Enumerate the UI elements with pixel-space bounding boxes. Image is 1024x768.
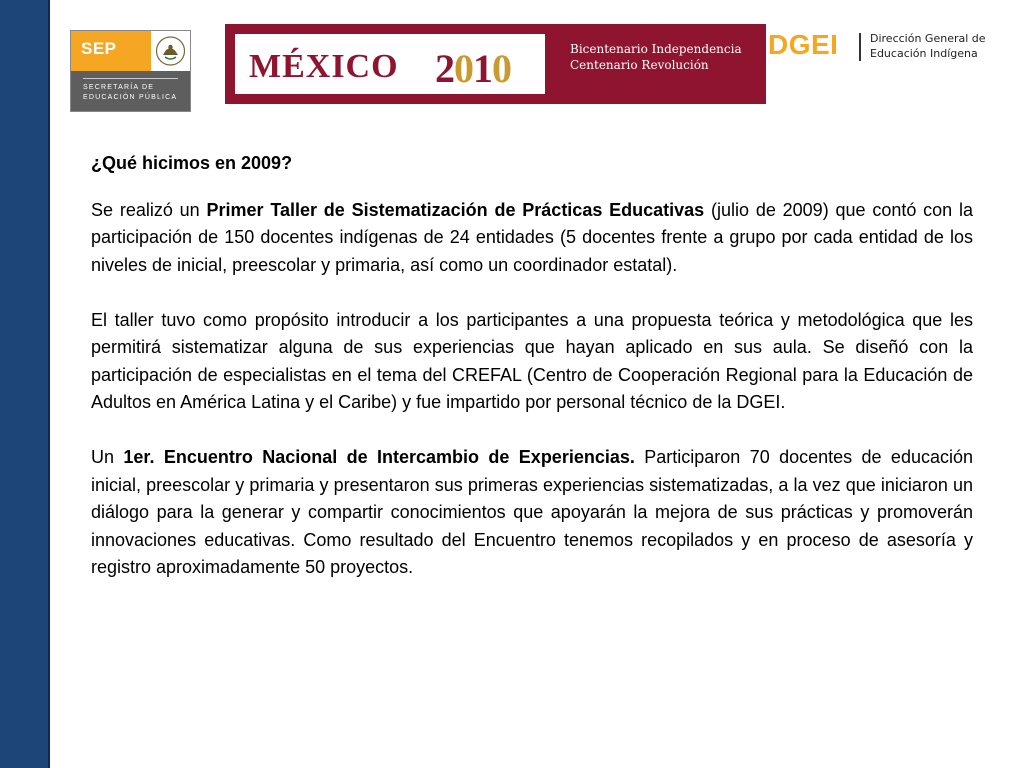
sep-logo [70, 30, 191, 112]
sep-name [83, 83, 188, 103]
banner-year-digit: 2 [435, 46, 454, 91]
dgei-name-line1: Dirección General de [870, 32, 986, 45]
dgei-name [870, 31, 986, 61]
section-heading: ¿Qué hicimos en 2009? [91, 153, 293, 173]
paragraph-proposito: El taller tuvo como propósito introducir a los participantes a una propuesta teórica y metodológica que les permitirá sistematizar alguna de sus experiencias que hayan aplicado en sus aula. Se diseñó con la participación de especialistas en el tema del CREFAL (Centro de Cooperación Regional para la Educación de Adultos en América Latina y el Caribe) y fue impartido por personal técnico de la DGEI. [91, 309, 973, 412]
paragraph-text: Se realizó un [91, 199, 207, 220]
sep-divider [83, 78, 178, 79]
left-decorative-bar [0, 0, 48, 768]
paragraph-taller [91, 197, 973, 280]
sep-logo-top [71, 31, 190, 71]
paragraph-text: Participaron 70 docentes de educación inicial, preescolar y primaria y presentaron sus primeras experiencias sistematizadas, a la vez que iniciaron un diálogo para la generar y compartir conocimientos que apoyarán la mejora de sus prácticas y promoverán innovaciones educativas. Como resultado del Encuentro tenemos recopilados y en proceso de asesoría y registro aproximadamente 50 proyectos. [91, 447, 973, 577]
banner-word: MÉXICO [249, 48, 399, 85]
banner-year-digit-gold: 0 [454, 46, 473, 91]
banner-year [435, 45, 511, 92]
banner-subtitle-line2: Centenario Revolución [570, 58, 709, 72]
paragraph-encuentro [91, 444, 973, 582]
paragraph-emphasis: Primer Taller de Sistematización de Prácticas Educativas [206, 199, 705, 220]
paragraph-text: Un [91, 447, 124, 467]
banner-year-digit-gold: 0 [492, 46, 511, 91]
dgei-divider [859, 33, 861, 61]
left-bar-edge [48, 0, 50, 768]
sep-acronym: SEP [81, 39, 117, 58]
paragraph-emphasis: 1er. Encuentro Nacional de Intercambio de Experiencias. [123, 447, 635, 467]
mexico-2010-banner [225, 24, 766, 104]
sep-acronym-box [71, 31, 151, 71]
sep-name-line2: EDUCACIÓN PÚBLICA [83, 94, 178, 101]
paragraph-text: (julio de 2009) que contó con la participación de 150 docentes indígenas de 24 entidades (5 docentes frente a grupo por cada entidad de los niveles de inicial, preescolar y primaria, así como un coordinador estatal). [91, 199, 973, 275]
slide-content [91, 150, 973, 609]
banner-year-digit: 1 [473, 46, 492, 91]
banner-logo-panel [235, 34, 545, 94]
mexican-eagle-seal-icon [151, 31, 190, 71]
banner-subtitle-line1: Bicentenario Independencia [570, 42, 742, 56]
dgei-acronym: DGEI [768, 29, 839, 60]
dgei-name-line2: Educación Indígena [870, 47, 978, 60]
banner-subtitle [570, 41, 742, 73]
dgei-logo [768, 28, 1008, 68]
sep-name-line1: SECRETARÍA DE [83, 84, 155, 91]
